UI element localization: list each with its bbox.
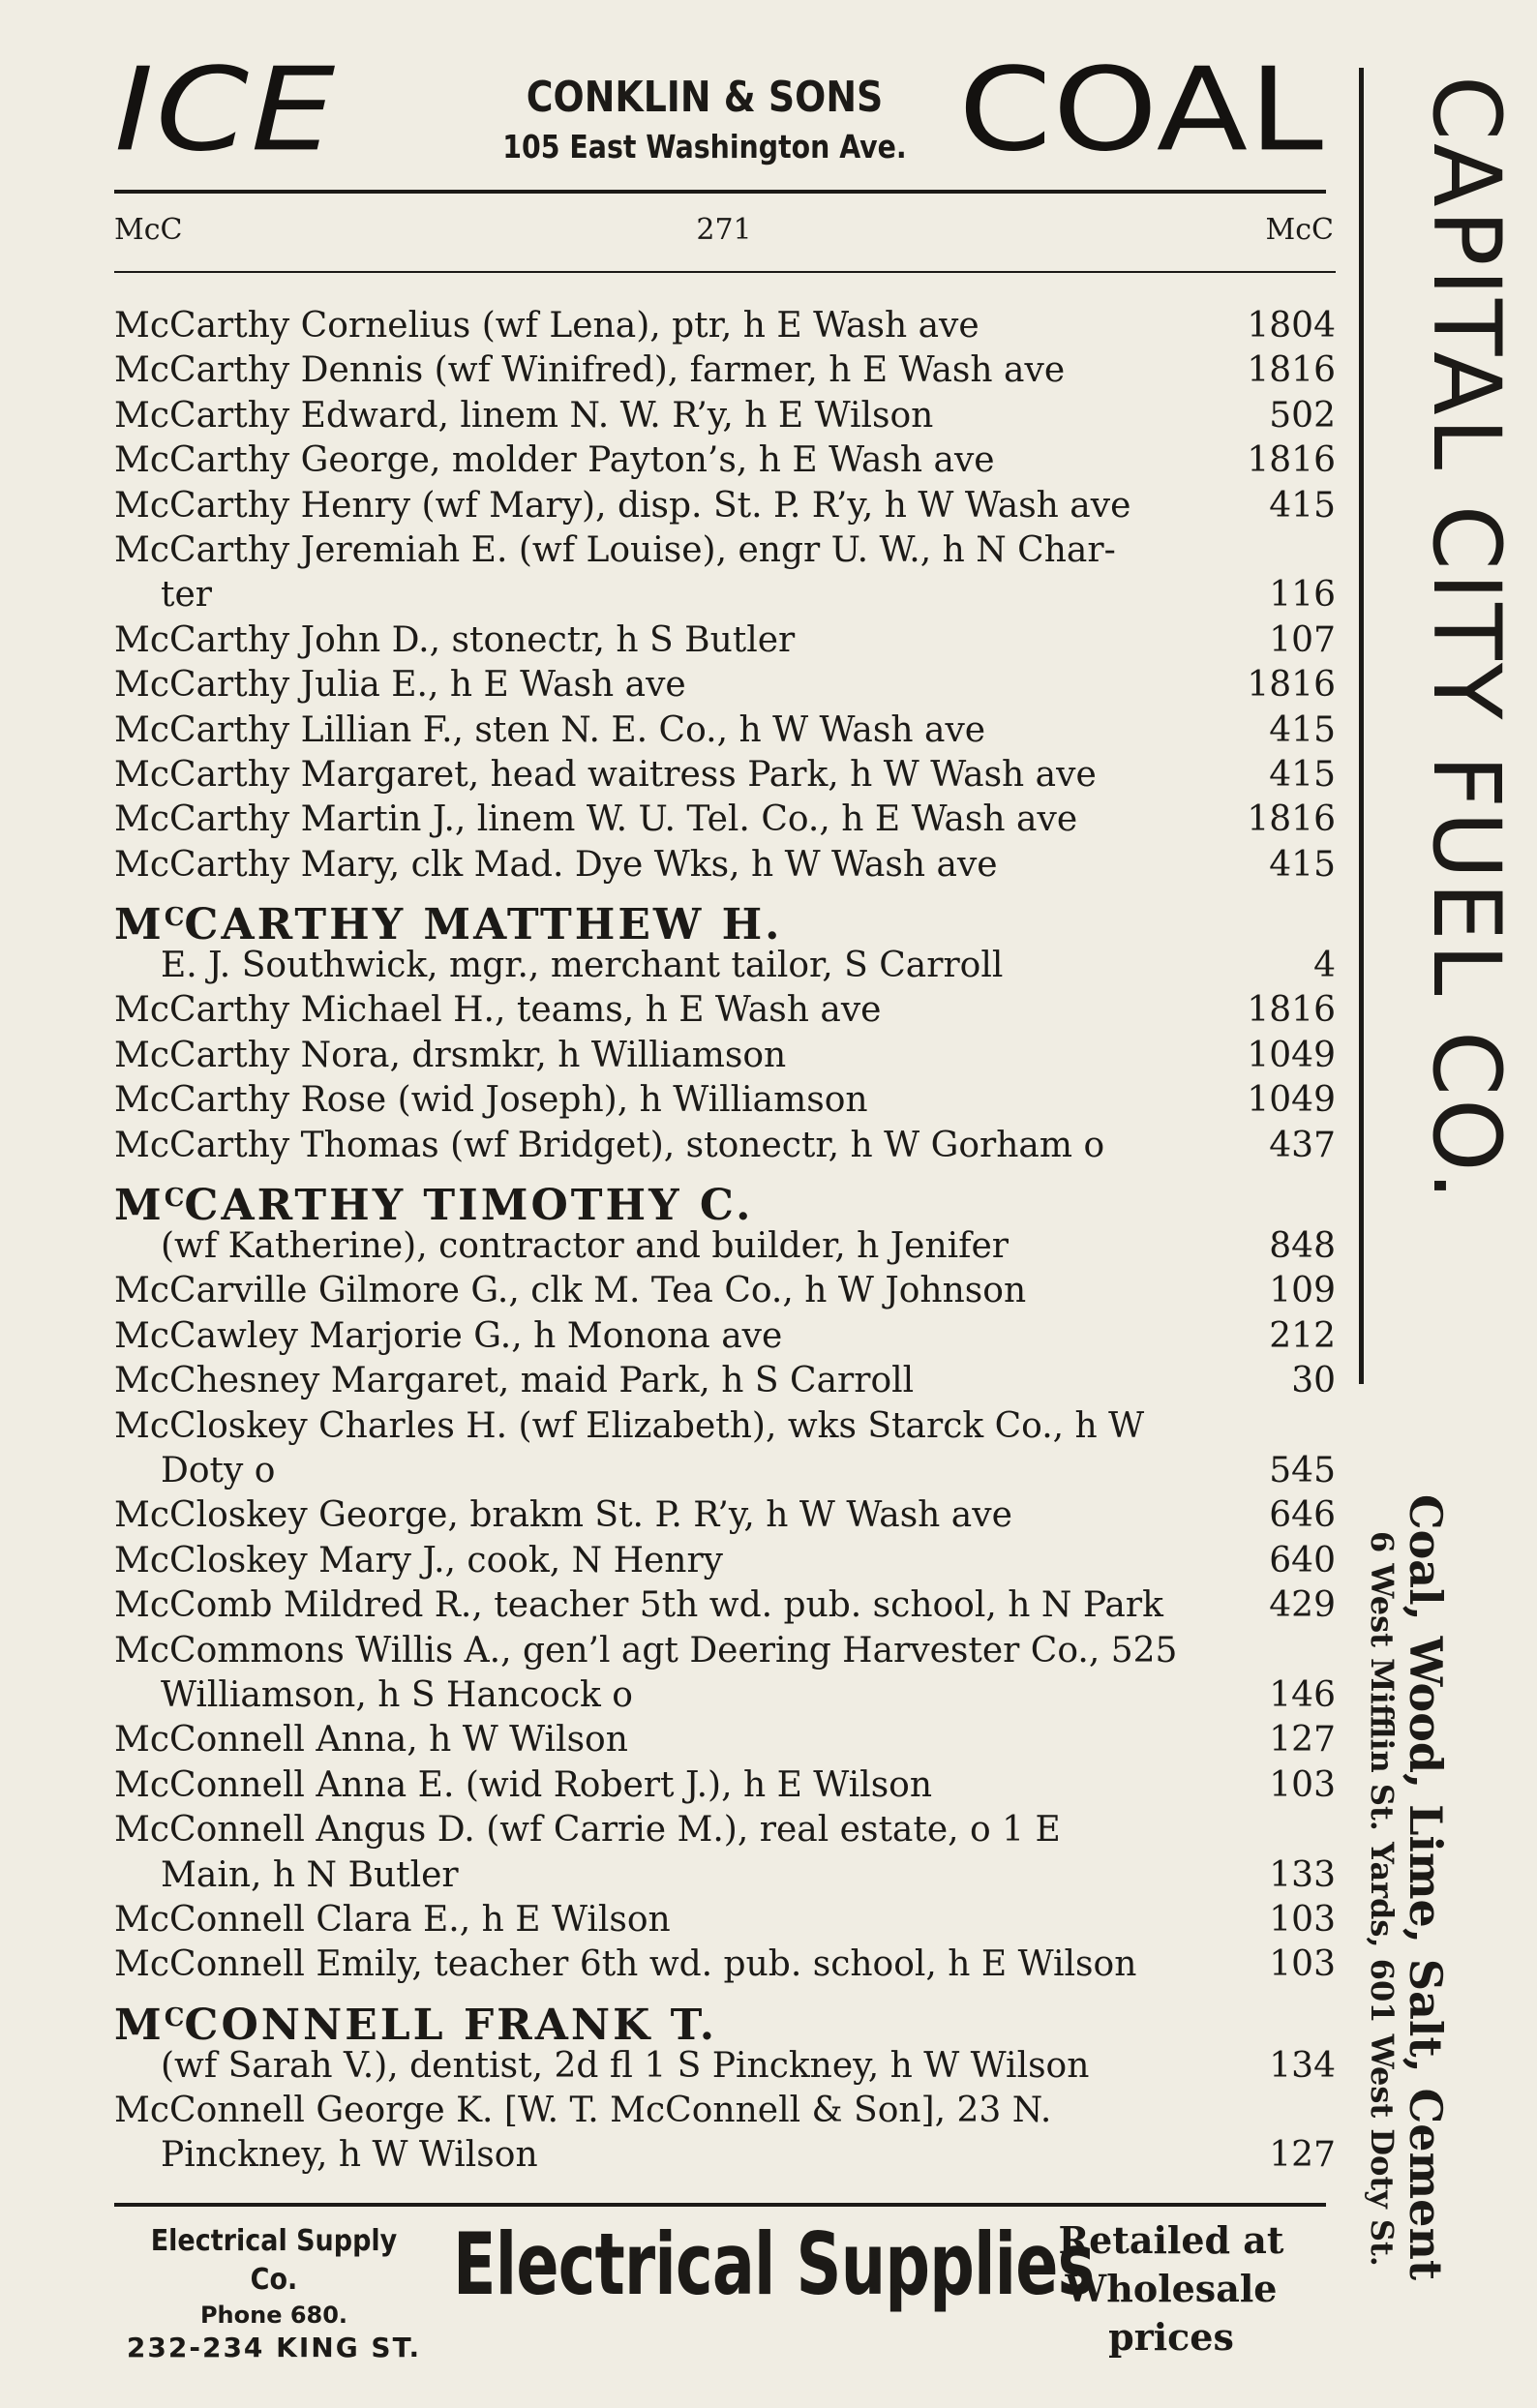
entry-text: McConnell Clara E., h E Wilson	[114, 1899, 671, 1940]
ad-firm	[480, 70, 929, 168]
entry-text: McCarthy Dennis (wf Winifred), farmer, h E Wash ave	[114, 350, 1066, 391]
listing-entry	[114, 988, 1336, 1033]
entry-text: Pinckney, h W Wilson	[161, 2135, 538, 2176]
page-number: 271	[696, 213, 752, 247]
house-number: 640	[1269, 1540, 1336, 1580]
house-number: 107	[1269, 619, 1336, 660]
entry-text: Main, h N Butler	[161, 1854, 459, 1895]
entry-text: McCarthy George, molder Payton’s, h E Wash ave	[114, 440, 995, 481]
listing-entry	[114, 708, 1336, 753]
entry-text: McCarthy Thomas (wf Bridget), stonectr, h W Gorham o	[114, 1125, 1105, 1165]
entry-text: McCawley Marjorie G., h Monona ave	[114, 1315, 783, 1356]
house-number: 127	[1269, 2135, 1336, 2176]
entry-text: ter	[161, 575, 212, 616]
heading-prefix: M	[114, 1181, 165, 1231]
house-number: 4	[1313, 946, 1336, 986]
top-rule	[114, 190, 1326, 194]
entry-text: McCloskey Charles H. (wf Elizabeth), wks Starck Co., h W	[114, 1405, 1145, 1446]
listing-entry	[114, 1078, 1336, 1123]
entry-text: McChesney Margaret, maid Park, h S Carroll	[114, 1361, 915, 1401]
house-number: 30	[1291, 1361, 1336, 1401]
entry-text: McCarthy Nora, drsmkr, h Williamson	[114, 1035, 787, 1075]
house-number: 415	[1269, 709, 1336, 750]
house-number: 133	[1269, 1854, 1336, 1895]
house-number: 1804	[1247, 306, 1336, 346]
entry-text: McCarthy Henry (wf Mary), disp. St. P. R’y, h W Wash ave	[114, 485, 1131, 526]
bottom-ad-tagline-line1: Retailed at	[1058, 2218, 1284, 2262]
entry-text: McCarville Gilmore G., clk M. Tea Co., h W Johnson	[114, 1271, 1027, 1311]
entry-text: Williamson, h S Hancock o	[161, 1674, 633, 1715]
house-number: 103	[1269, 1899, 1336, 1940]
entry-text: McConnell Angus D. (wf Carrie M.), real estate, o 1 E	[114, 1810, 1061, 1851]
bottom-ad-tagline-line2: Wholesale prices	[1065, 2267, 1278, 2359]
entry-text: McCarthy Martin J., linem W. U. Tel. Co., h E Wash ave	[114, 799, 1078, 840]
side-ad-address: 6 West Mifflin St. Yards, 601 West Doty St.	[1364, 1531, 1401, 2267]
listing-entry	[114, 1493, 1336, 1538]
listing-entry	[114, 1808, 1336, 1852]
listing-entry	[114, 304, 1336, 348]
heading-prefix: M	[114, 2000, 165, 2050]
listing-entry	[114, 1718, 1336, 1762]
listing-entry	[114, 438, 1336, 483]
listing-continuation	[114, 573, 1336, 617]
listing-entry	[114, 1034, 1336, 1078]
house-number: 116	[1269, 575, 1336, 616]
listing-entry	[114, 753, 1336, 798]
listing-continuation	[114, 1853, 1336, 1898]
entry-text: E. J. Southwick, mgr., merchant tailor, S Carroll	[161, 946, 1004, 986]
house-number: 545	[1269, 1450, 1336, 1490]
entry-text: McCloskey George, brakm St. P. R’y, h W Wash ave	[114, 1495, 1012, 1536]
house-number: 109	[1269, 1271, 1336, 1311]
listing-entry	[114, 1539, 1336, 1583]
running-head-left: McC	[114, 213, 183, 247]
entry-text: Doty o	[161, 1450, 276, 1490]
house-number: 127	[1269, 1720, 1336, 1761]
heading-superscript: C	[164, 1184, 185, 1214]
side-ad-title: CAPITAL CITY FUEL CO.	[1412, 75, 1521, 1204]
bottom-ad-phone: Phone 680.	[199, 2302, 348, 2329]
listing-entry	[114, 1942, 1336, 1987]
heading-detail	[114, 944, 1336, 988]
house-number: 646	[1269, 1495, 1336, 1536]
listing-entry	[114, 1404, 1336, 1449]
entry-text: McCarthy Margaret, head waitress Park, h W Wash ave	[114, 754, 1097, 795]
running-head	[114, 213, 1334, 256]
side-ad-tagline: Coal, Wood, Lime, Salt, Cement	[1400, 1494, 1452, 2281]
heading-name: CARTHY TIMOTHY C.	[184, 1181, 754, 1231]
entry-text: McComb Mildred R., teacher 5th wd. pub. school, h N Park	[114, 1585, 1163, 1626]
directory-listing	[114, 304, 1336, 2179]
house-number: 502	[1269, 395, 1336, 436]
listing-entry	[114, 1124, 1336, 1168]
listing-entry	[114, 348, 1336, 393]
entry-text: McCarthy Julia E., h E Wash ave	[114, 665, 686, 706]
entry-text: McConnell Anna E. (wid Robert J.), h E Wilson	[114, 1764, 933, 1805]
listing-entry	[114, 843, 1336, 888]
listing-entry	[114, 1359, 1336, 1403]
house-number: 1816	[1247, 440, 1336, 481]
heading-superscript: C	[164, 903, 185, 933]
entry-text: McCarthy Rose (wid Joseph), h Williamson	[114, 1080, 868, 1121]
house-number: 1049	[1247, 1080, 1336, 1121]
entry-text: (wf Katherine), contractor and builder, h Jenifer	[161, 1226, 1009, 1267]
house-number: 1816	[1247, 799, 1336, 840]
bold-listing-heading	[114, 888, 1336, 950]
house-number: 415	[1269, 844, 1336, 885]
listing-entry	[114, 798, 1336, 842]
bottom-rule	[114, 2203, 1326, 2207]
listing-entry	[114, 394, 1336, 438]
entry-text: McCarthy Cornelius (wf Lena), ptr, h E Wash ave	[114, 306, 979, 346]
listing-continuation	[114, 2133, 1336, 2178]
heading-name: CARTHY MATTHEW H.	[184, 900, 783, 950]
listing-entry	[114, 1898, 1336, 1942]
bottom-ad-company: Electrical Supply Co.	[150, 2224, 398, 2297]
ad-firm-name: CONKLIN & SONS	[526, 73, 884, 122]
house-number: 146	[1269, 1674, 1336, 1715]
bottom-ad-address: 232-234 KING ST.	[126, 2332, 422, 2363]
house-number: 848	[1269, 1226, 1336, 1267]
listing-continuation	[114, 1449, 1336, 1493]
house-number: 1816	[1247, 990, 1336, 1031]
top-advertisement	[114, 43, 1324, 186]
house-number: 1816	[1247, 665, 1336, 706]
entry-text: McConnell George K. [W. T. McConnell & Son], 23 N.	[114, 2091, 1052, 2131]
house-number: 1049	[1247, 1035, 1336, 1075]
house-number: 134	[1269, 2045, 1336, 2086]
ad-word-coal: COAL	[958, 43, 1324, 177]
listing-entry	[114, 2089, 1336, 2133]
entry-text: McConnell Emily, teacher 6th wd. pub. school, h E Wilson	[114, 1944, 1137, 1985]
house-number: 429	[1269, 1585, 1336, 1626]
side-rule	[1359, 68, 1364, 1384]
house-number: 415	[1269, 485, 1336, 526]
entry-text: (wf Sarah V.), dentist, 2d fl 1 S Pinckney, h W Wilson	[161, 2045, 1090, 2086]
entry-text: McCarthy Lillian F., sten N. E. Co., h W Wash ave	[114, 709, 986, 750]
entry-text: McCommons Willis A., gen’l agt Deering Harvester Co., 525	[114, 1630, 1178, 1671]
entry-text: McConnell Anna, h W Wilson	[114, 1720, 628, 1761]
house-number: 415	[1269, 754, 1336, 795]
heading-prefix: M	[114, 900, 165, 950]
bottom-ad-tagline	[1016, 2216, 1326, 2362]
entry-text: McCarthy Edward, linem N. W. R’y, h E Wilson	[114, 395, 934, 436]
listing-entry	[114, 1314, 1336, 1359]
bold-listing-heading	[114, 1168, 1336, 1231]
ad-firm-address: 105 East Washington Ave.	[502, 128, 907, 166]
house-number: 103	[1269, 1944, 1336, 1985]
listing-entry	[114, 663, 1336, 707]
entry-text: McCarthy Mary, clk Mad. Dye Wks, h W Wash ave	[114, 844, 998, 885]
listing-entry	[114, 1583, 1336, 1628]
bottom-ad-company-block	[114, 2222, 434, 2365]
listing-entry	[114, 528, 1336, 573]
entry-text: McCarthy Michael H., teams, h E Wash ave	[114, 990, 882, 1031]
listing-entry	[114, 1763, 1336, 1808]
house-number: 103	[1269, 1764, 1336, 1805]
running-head-right: McC	[1265, 213, 1334, 247]
heading-name: CONNELL FRANK T.	[184, 2000, 718, 2050]
heading-detail	[114, 1224, 1336, 1269]
bold-listing-heading	[114, 1988, 1336, 2050]
house-number: 437	[1269, 1125, 1336, 1165]
bottom-ad-headline: Electrical Supplies	[453, 2214, 1095, 2314]
listing-entry	[114, 1269, 1336, 1313]
entry-text: McCarthy Jeremiah E. (wf Louise), engr U. W., h N Char-	[114, 529, 1116, 570]
entry-text: McCarthy John D., stonectr, h S Butler	[114, 619, 796, 660]
listing-continuation	[114, 1673, 1336, 1718]
entry-text: McCloskey Mary J., cook, N Henry	[114, 1540, 723, 1580]
header-rule	[114, 271, 1336, 273]
listing-entry	[114, 618, 1336, 663]
listing-entry	[114, 1629, 1336, 1673]
ad-word-ice: ICE	[114, 43, 338, 177]
heading-detail	[114, 2044, 1336, 2089]
house-number: 1816	[1247, 350, 1336, 391]
heading-superscript: C	[164, 2002, 185, 2032]
listing-entry	[114, 484, 1336, 528]
bottom-advertisement	[114, 2214, 1326, 2363]
house-number: 212	[1269, 1315, 1336, 1356]
